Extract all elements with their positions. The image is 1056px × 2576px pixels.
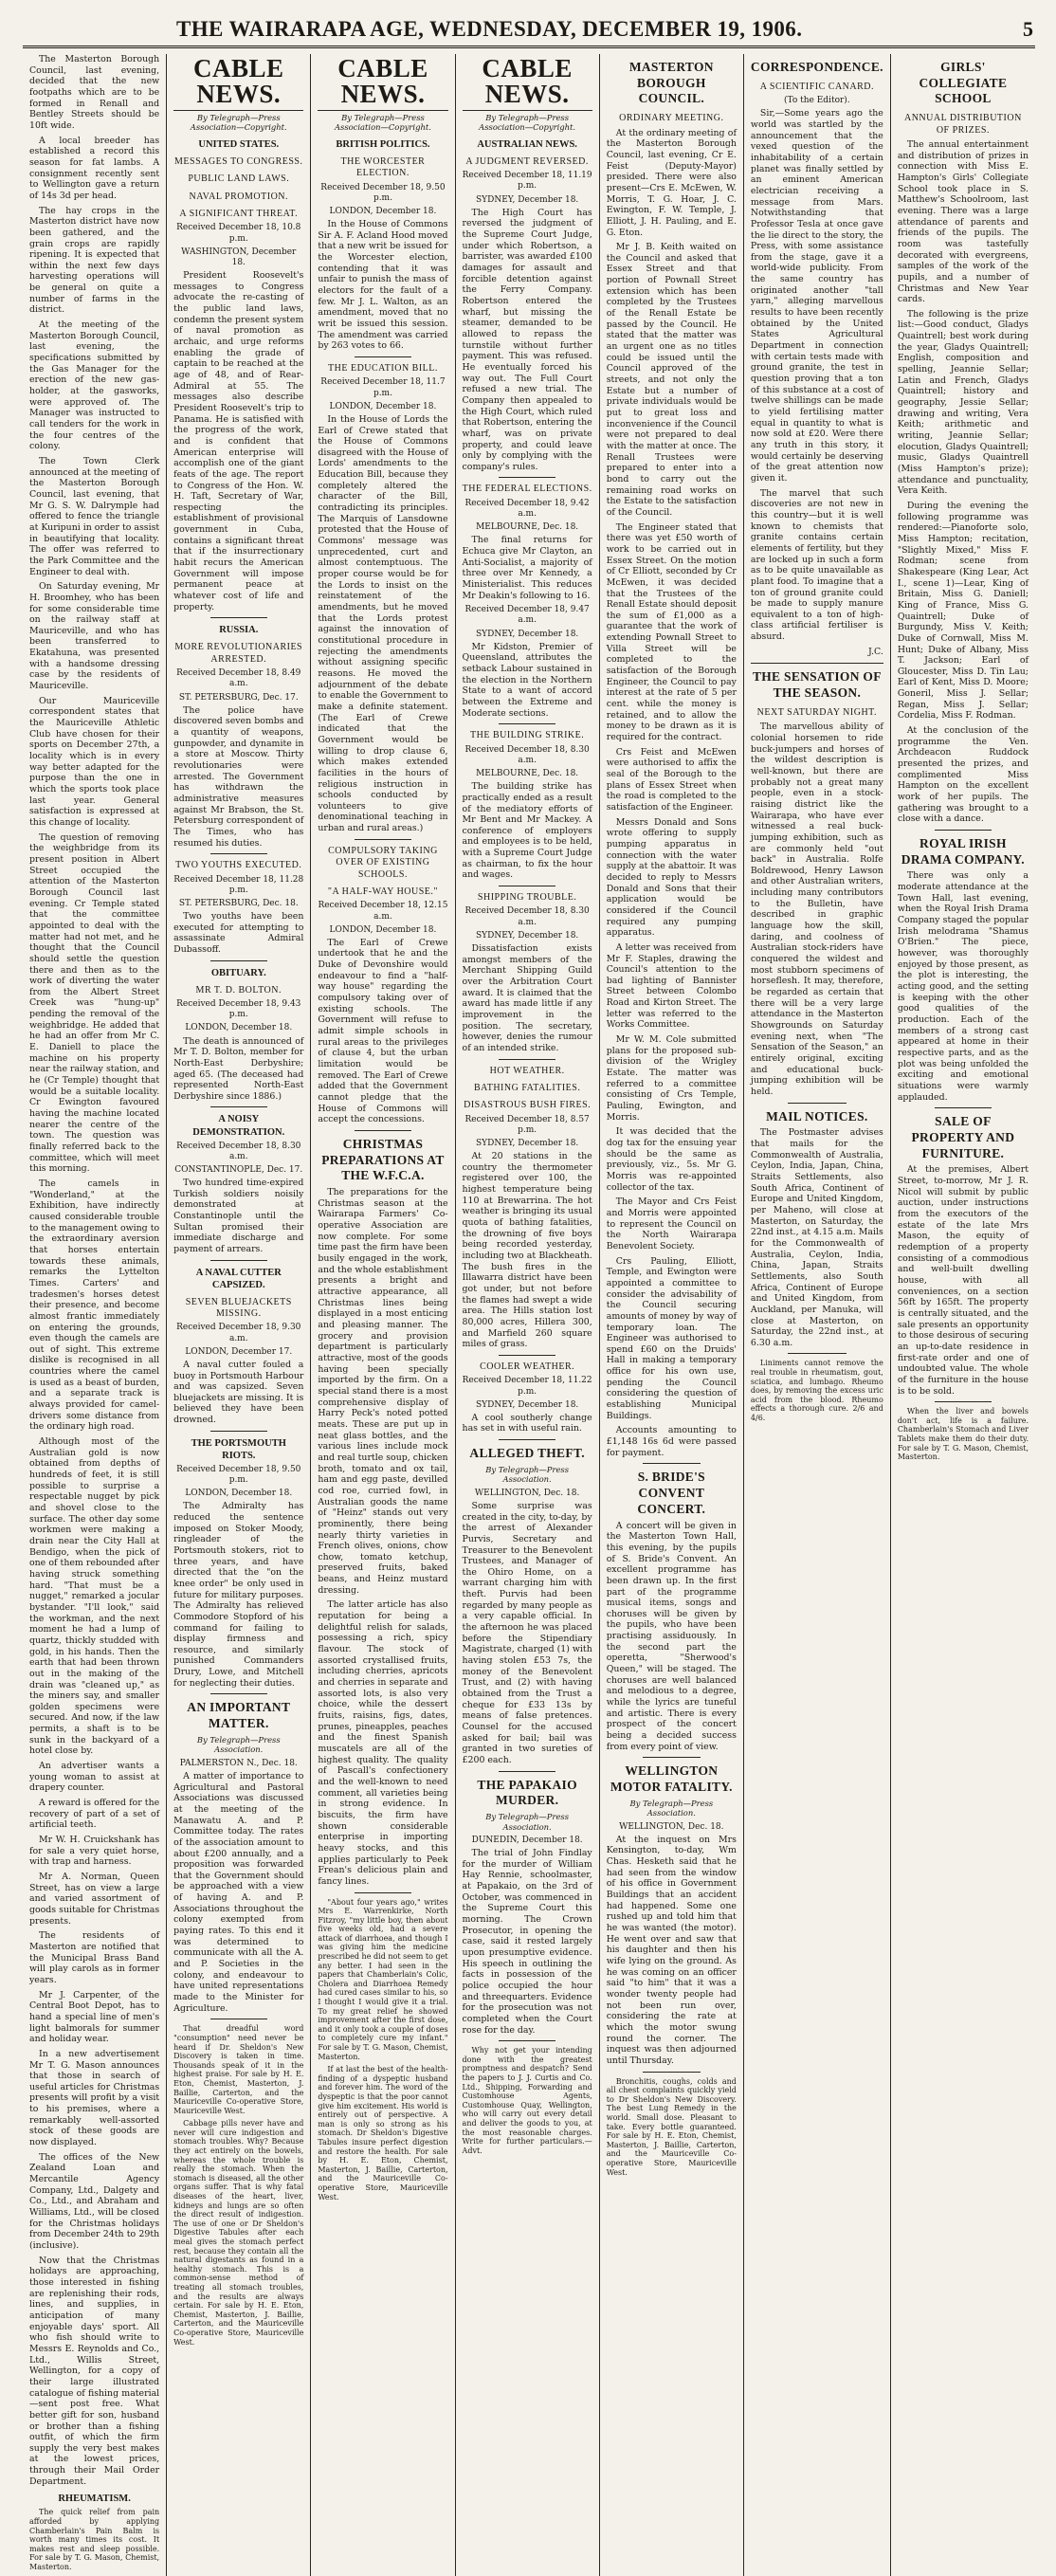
article-body: The trial of John Findlay for the murder of William Hay Rennie, schoolmaster, at Papakaio, on the 3rd of October, was commenced in the Supreme Court this morning. The Crown Prosecutor, in opening the case, said it rested largely upon presumptive evidence. His speech in outlining the facts in possession of the police occupied the hour and threequarters. Evidence for the prosecution was not completed when the Court rose for the day. — [462, 1848, 592, 2036]
columns — [23, 54, 1035, 2572]
divider — [788, 1353, 847, 1354]
bathing-fatalities-sub: BATHING FATALITIES. — [473, 1082, 581, 1093]
article-body: The latter article has also reputation for being a delightful relish for salads, possessing a rich, spicy flavour. The stock of assorted crystallised fruits, including cherries, apricots and cherries in separate and assorted lots, is also very choice, while the dessert fruits, raisins, figs, dates, prunes, pineapples, peaches and the finest Spanish muscatels are all of the highest quality. The quality of Pascall's confectionery and the well-known to need comment, all varieties being in strong evidence. In biscuits, the firm have shown considerable enterprise in importing heavy stocks, and this applies particularly to Peek Frean's delicious plain and fancy lines. — [318, 1599, 448, 1887]
to-editor: (To the Editor). — [784, 96, 850, 106]
article-body: The marvellous ability of colonial horsemen to ride buck-jumpers and horses of the wildest description is well-known, but there are probably not a great many people, even in a stock-raising district like the Wairarapa, who have ever witnessed a real buck-jumping exhibition, such as are commonly held "out back" in Australia. Rolfe Boldrewood, Henry Lawson and other Australian writers, including many contributors to the Bulletin, have described in graphic language how the skill, daring, and coolness of Australian stock-riders have conquered the wildest and most stubborn specimens of horseflesh. It may, therefore, be regarded as certain that there will be a very large attendance in the Masterton Showgrounds on Saturday evening next, when "The Sensation of the Season," an entirely original, exciting and educational buck-jumping exhibition will be held. — [750, 722, 883, 1097]
dateline: WELLINGTON, Dec. 18. — [474, 1488, 580, 1498]
byline: By Telegraph—Press Association. — [485, 1464, 570, 1485]
article-body: Crs Feist and McEwen were authorised to affix the seal of the Borough to the plans of Essex Street when the road is completed to the satisfaction of the Engineer. — [606, 746, 737, 813]
worcester-election-sub: THE WORCESTER ELECTION. — [340, 155, 426, 179]
article-body: It was decided that the dog tax for the ensuing year should be the same as previously, viz., 5s. Mr G. Morris was re-appointed collector of the tax. — [606, 1126, 737, 1193]
received-line: Received December 18, 11.19 p.m. — [462, 171, 592, 192]
article-body: Dissatisfaction exists amongst members of the Merchant Shipping Guild over the Arbitration Court award. It is claimed that the award has made little if any improvement in the position. The secretary, however, denies the rumour of an intended strike. — [462, 942, 592, 1053]
collegiate-head: GIRLS' COLLEGIATE SCHOOL — [919, 60, 1008, 106]
united-states-sub: MESSAGES TO CONGRESS. — [174, 155, 303, 167]
article-body: Messrs Donald and Sons wrote offering to supply pumping apparatus in connection with the water supply at the abattoir. It was decided to reply to Messrs Donald and Sons that their application would be considered if the Council required any pumping apparatus. — [606, 816, 737, 939]
divider — [210, 853, 267, 854]
local-news-item: Although most of the Australian gold is now obtained from depths of hundreds of feet, it is still possible to surprise a respectable nugget by pick and shovel close to the surface. The other day some workmen were making a drain near the City Hall at Bendigo, when the pick of one of them rebounded after having struck something hard. "That must be a nugget," remarked a jocular bystander. "I'll look," said the workman, and the next moment he had a lump of quartz, thickly studded with gold, in his hands. Then the earth that had been thrown out in the making of the drain was "cleaned up," as the miners say, and smaller golden specimens were secured. And now, if the law permits, a shaft is to be sunk in the backyard of a hotel close by. — [29, 1436, 160, 1757]
received-line: Received December 18, 8.30 a.m. — [464, 744, 590, 765]
received-line: Received December 18, 10.8 p.m. — [176, 223, 301, 244]
article-body: Mr Kidston, Premier of Queensland, attributes the setback Labour sustained in the election in the Northern State to a want of accord between the Extreme and Moderate sections. — [462, 641, 592, 719]
cable-byline: By Telegraph—Press Association—Copyright. — [190, 113, 287, 133]
article-body: A letter was received from Mr F. Staples, drawing the Council's attention to the bad lighting of Bannister Street between Colombo Road and Kirton Street. The letter was referred to the Works Committee. — [606, 941, 737, 1031]
cable-news-header: CABLE NEWS. — [173, 56, 303, 111]
local-news-list — [29, 54, 159, 2487]
cutter-capsized-head: A NAVAL CUTTER CAPSIZED. — [195, 1267, 282, 1290]
dateline: WELLINGTON, Dec. 18. — [619, 1821, 724, 1832]
hot-weather-sub: HOT WEATHER. — [489, 1065, 565, 1076]
article-body: At the inquest on Mrs Kensington, to-day, Wm Chas. Hesketh said that he had seen from the window of his office in Government Buildings that an accident had happened. Some one rushed up and told him that he was wanted (the motor). He went over and saw that his daughter and then his wife lying on the ground. As he was coming on an officer said "to him" that it was a wonder twenty people had not been run over, considering the rate at which the motor swung round the corner. The inquest was then adjourned until Thursday. — [606, 1834, 737, 2066]
article-body: In the House of Commons Sir A. F. Acland Hood moved that a new writ be issued for the Worcester election, contending that it was unfair to punish the mass of electors for the fault of a few. Mr J. L. Walton, as an amendment, moved that no writ be issued this session. The amendment was carried by 263 votes to 66. — [318, 219, 448, 352]
divider — [210, 1693, 267, 1694]
divider — [788, 1103, 847, 1104]
cable-byline: By Telegraph—Press Association—Copyright. — [479, 113, 576, 133]
local-news-item: The offices of the New Zealand Loan and Mercantile Agency Company, Ltd., Dalgety and Co., Ltd., and Abraham and Williams, Ltd., will be closed for the Christmas holidays from December 24th to 29th (inclusive). — [29, 2151, 160, 2251]
local-news-item: In a new advertisement Mr T. G. Mason announces that those in search of useful articles for Christmas presents will profit by a visit to his premises, where a remarkably well-assorted stock of these goods are now displayed. — [29, 2048, 160, 2148]
byline: By Telegraph—Press Association. — [485, 1812, 570, 1832]
dateline: SYDNEY, December 18. — [476, 1139, 579, 1148]
dateline: WASHINGTON, December 18. — [181, 247, 297, 267]
received-line: Received December 18, 9.43 p.m. — [176, 999, 301, 1020]
cable-news-header: CABLE NEWS. — [318, 56, 447, 111]
masthead-title: THE WAIRARAPA AGE, WEDNESDAY, DECEMBER 19, 1906. — [176, 17, 803, 41]
federal-elections-sub: THE FEDERAL ELECTIONS. — [462, 484, 592, 495]
byline: By Telegraph—Press Association. — [196, 1734, 281, 1755]
divider — [935, 1401, 992, 1402]
article-body: Two hundred time-expired Turkish soldiers noisily demonstrated at Constantinople until the Sultan promised their immediate discharge and payment of arrears. — [173, 1177, 304, 1254]
article-body: The High Court has reversed the judgment of the Supreme Court Judge, under which Robertson, a barrister, was awarded £100 damages for assault and forcible detention against the Ferry Company. Robertson entered the wharf, but missing the steamer, demanded to be allowed to repass the turnstile without further payment. This was refused. He eventually forced his way out. The Full Court refused a new trial. The Company then appealed to the High Court, which ruled that Robertson, entering the wharf, was on private property, and could leave only by complying with the company's rules. — [462, 207, 592, 472]
dateline: LONDON, December 18. — [185, 1023, 293, 1033]
advert: Bronchitis, coughs, colds and all chest complaints quickly yield to Dr Sheldon's New Discovery. The best Lung Remedy in the world. Small dose. Pleasant to take. Every bottle guaranteed. For sale by H. E. Eton, Chemist, Masterton, J. Baillie, Carterton, and the Mauriceville Co-operative Store, Mauriceville West. — [606, 2076, 737, 2177]
local-news-item: Mr J. Carpenter, of the Central Boot Depot, has to hand a special line of men's light balmorals for summer and holiday wear. — [29, 1989, 160, 2045]
divider — [499, 477, 555, 478]
motor-fatality-head: WELLINGTON MOTOR FATALITY. — [610, 1763, 733, 1795]
divider — [751, 663, 883, 664]
page-number: 5 — [1023, 17, 1033, 41]
obituary-head: OBITUARY. — [210, 967, 266, 978]
received-line: Received December 18, 8.49 a.m. — [176, 668, 301, 689]
article-body: At 20 stations in the country the thermometer registered over 100, the highest temperature being 110 at Brewarrina. The hot weather is bringing its usual quota of bathing fatalities, the drowning of five boys being recorded yesterday, including two at Blackheath. The bush fires in the Illawarra district have been got under, but not before the flames had swept a wide area. The Hills station lost 80,000 acres, Hillera 300, and Marfield 260 square miles of grass. — [462, 1151, 592, 1350]
divider — [643, 1757, 700, 1758]
article-body: The building strike has practically ended as a result of the mediatory efforts of Mr Bent and Mr Mackey. A conference of employers and employees is to be held, with a Supreme Court Judge as chairman, to fix the hour and wages. — [462, 781, 592, 881]
divider — [499, 1771, 555, 1772]
dateline: PALMERSTON N., Dec. 18. — [179, 1758, 298, 1768]
received-line: Received December 18, 11.22 p.m. — [462, 1376, 592, 1397]
rheumatism-advert: The quick relief from pain afforded by applying Chamberlain's Pain Balm is worth many times its cost. It makes rest and sleep possible. For sale by T. G. Mason, Chemist, Masterton. — [29, 2508, 160, 2572]
divider — [355, 1130, 411, 1131]
dateline: LONDON, December 17. — [185, 1346, 293, 1357]
received-line: Received December 18, 8.30 a.m. — [464, 906, 590, 927]
article-body: The marvel that such discoveries are not new in this country—but it is well known to chemists that granite contains certain elements of fertility, but they are locked up in such a form as to be quite unavailable as plant food. To imagine that a ton of ground granite could be made to supply manure equivalent to a ton of high-class artificial fertiliser is absurd. — [750, 487, 883, 643]
column-cable-news-3 — [456, 54, 600, 2576]
divider — [210, 617, 267, 618]
shipping-trouble-sub: SHIPPING TROUBLE. — [477, 892, 577, 904]
half-way-house-sub: "A HALF-WAY HOUSE." — [327, 886, 438, 897]
divider — [643, 2072, 700, 2073]
article-body: A concert will be given in the Masterton Town Hall, this evening, by the pupils of S. Bride's Convent. An excellent programme has been drawn up. In the first part of the programme musical items, songs and choruses will be given by the pupils, who have been practising assiduously. In the second part the operetta, "Sherwood's Queen," will be staged. The choruses are well balanced and melodious to a degree, while the lyrics are tuneful and artistic. There is every prospect of the concert being a decided success from every point of view. — [606, 1520, 737, 1752]
received-line: Received December 18, 8.57 p.m. — [464, 1114, 590, 1135]
local-news-item: A local breeder has established a record this season for fat lambs. A consignment recently sent to Wellington gave a return of 14s 3d per head. — [29, 135, 160, 201]
article-body: Mr J. B. Keith waited on the Council and asked that Essex Street and that portion of Pownall Street extension which has been completed by the Trustees of the Renall Estate be passed by the Council. He stated that the matter was an urgent one as no titles could be issued until the Council approved of the streets, and not only the Estate but a number of private individuals would be put to great loss and inconvenience if the Council were not prepared to deal with the matter at once. The Renall Trustees were prepared to enter into a bond to carry out the remaining road works on the Estate to the satisfaction of the Council. — [606, 242, 737, 518]
local-news-item: The question of removing the weighbridge from its present position in Albert Street occupied the attention of the Masterton Borough Council last evening. Cr Temple stated that the committee appointed to deal with the matter had not met, and he thought that the Council should settle the question there and then as to the work of diverting the water from the Albert Street Creek was "hung-up" pending the removal of the weighbridge. He added that he had an offer from Mr C. E. Daniell to place the machine on his property near the railway station, and he (Cr Temple) thought that would be a suitable locality. Cr Ewington favoured having the machine located nearer the centre of the town. The question was finally referred back to the committee, which will meet this morning. — [29, 831, 160, 1175]
cable-byline: By Telegraph—Press Association—Copyright. — [334, 113, 431, 133]
divider — [935, 1107, 992, 1108]
local-news-item: The Town Clerk announced at the meeting of the Masterton Borough Council, last evening, that Mr G. S. W. Dalrymple had offered to fence the triangle at Kuripuni in order to assist in beautifying that locality. The offer was referred to the Park Committee and the Engineer to deal with. — [29, 455, 160, 577]
bush-fires-sub: DISASTROUS BUSH FIRES. — [464, 1100, 592, 1111]
cooler-weather-sub: COOLER WEATHER. — [480, 1361, 575, 1372]
british-politics-head: BRITISH POLITICS. — [336, 138, 430, 150]
local-news-item: The camels in "Wonderland," at the Exhibition, have indirectly caused considerable trouble to the management owing to the extraordinary aversion that horses entertain towards these animals, remarks the Lyttelton Times. Carters' and tradesmen's horses detest their presence, and become almost frantic immediately on entering the grounds, even though the camels are out of sight. This extreme dislike is recognised in all countries where the camel is used as a beast of burden, and a separate track is always provided for camel-drivers some distance from the ordinary high road. — [29, 1178, 160, 1433]
united-states-sub4: A SIGNIFICANT THREAT. — [179, 209, 299, 220]
article-body: At the premises, Albert Street, to-morrow, Mr J. R. Nicol will submit by public auction, under instructions from the executors of the estate of the late Mrs Mason, the equity of redemption of a property consisting of a commodious and well-built dwelling house, with all conveniences, on a section 56ft by 165ft. The property is centrally situated, and the sale presents an opportunity to those desirous of securing an up-to-date residence in first-rate order and one of undoubted value. The whole of the furniture in the house is to be sold. — [897, 1164, 1029, 1397]
advert: When the liver and bowels don't act, life is a failure. Chamberlain's Stomach and Liver Tablets make them do their duty. For sale by T. G. Mason, Chemist, Masterton. — [897, 1407, 1029, 1462]
local-news-item: Mr W. H. Cruickshank has for sale a very quiet horse, with trap and harness. — [29, 1835, 160, 1868]
christmas-preparations-head: CHRISTMAS PREPARATIONS AT THE W.F.C.A. — [321, 1136, 445, 1183]
local-news-item: Now that the Christmas holidays are approaching, those interested in fishing are replenishing their rods, lines, and supplies, in anticipation of many enjoyable days' sport. All who fish should write to Messrs E. Reynolds and Co., Ltd., Willis Street, Wellington, for a copy of their large illustrated catalogue of fishing material—sent post free. What better gift for son, husband or brother than a fishing outfit, of which the firm supply the very best makes at the lowest prices, through their Mail Order Department. — [29, 2255, 160, 2487]
dateline: ST. PETERSBURG, Dec. 17. — [178, 692, 299, 703]
divider — [355, 356, 411, 357]
column-borough-council — [600, 54, 744, 2576]
article-body: The Mayor and Crs Feist and Morris were appointed to represent the Council on the North Wairarapa Benevolent Society. — [606, 1197, 737, 1251]
dateline: LONDON, December 18. — [329, 206, 437, 216]
local-news-item: The hay crops in the Masterton district have now been gathered, and the grain crops are rapidly ripening. It is expected that within the next few days harvesting operations will be general on quite a number of farms in the district. — [29, 205, 160, 316]
received-line: Received December 18, 11.28 p.m. — [173, 874, 304, 895]
sensation-head: THE SENSATION OF THE SEASON. — [752, 669, 882, 701]
article-body: At the ordinary meeting of the Masterton Borough Council, last evening, Cr E. Feist (Deputy-Mayor) presided. There were also present—Crs E. McEwen, W. Morris, T. G. Hoar, J. C. Ewington, F. W. Temple, J. Elliott, J. H. Pauling, and E. G. Eton. — [606, 127, 737, 238]
dateline: MELBOURNE, Dec. 18. — [476, 522, 579, 533]
divider — [210, 960, 267, 961]
advert: If at last the best of the health-finding of a dyspeptic husband and forever him. The word of the dyspeptic is that the poor cannot give him excitement. His world is entirely out of perspective. A man is only so strong as his stomach. Dr Sheldon's Digestive Tabules insure perfect digestion and restore the health. For sale by H. E. Eton, Chemist, Masterton, J. Baillie, Carterton, and the Mauriceville Co-operative Store, Mauriceville West. — [318, 2065, 448, 2201]
article-body: The annual entertainment and distribution of prizes in connection with Miss E. Hampton's Girls' Collegiate School took place in S. Matthew's Schoolroom, last evening. There was a large attendance of parents and friends of the pupils. The room was tastefully decorated with evergreens, samples of the work of the pupils, and a number of Christmas and New Year cards. — [897, 138, 1029, 305]
education-bill-sub: THE EDUCATION BILL. — [328, 362, 438, 374]
signature: J.C. — [867, 646, 883, 657]
divider — [499, 1059, 555, 1060]
dateline: LONDON, December 18. — [329, 401, 437, 411]
divider — [499, 2040, 555, 2041]
compulsory-taking-sub: COMPULSORY TAKING OVER OF EXISTING SCHOOLS. — [328, 845, 438, 880]
divider — [210, 1260, 267, 1261]
article-body: Sir,—Some years ago the world was startled by the announcement that the vexed question of the inhabitability of a certain planet was finally settled by an eminent American electrician receiving a message from Mars. Notwithstanding that Professor Tesla at once gave the lie direct to the story, the Press, with some assistance from the stage, gave it a world-wide publicity. From the same country has originated another "tall yarn," alleging marvellous results to have been recently obtained by the United States Agricultural Department in connection with certain tests made with ground granite, the test in question proving that a ton of this substance at a cost of twelve shillings can be made to yield fertilising matter equal in quantity to what is now sold at £20. Were there any truth in this story, it would certainly be deserving of the great attention now given it. — [750, 108, 883, 484]
article-body: A cool southerly change has set in with useful rain. — [462, 1412, 592, 1434]
divider — [935, 830, 992, 831]
russia-head: RUSSIA. — [219, 625, 259, 636]
column-correspondence — [744, 54, 891, 2576]
dateline: MELBOURNE, Dec. 18. — [476, 769, 579, 779]
australian-news-head: AUSTRALIAN NEWS. — [477, 138, 577, 150]
divider — [499, 1439, 555, 1440]
article-body: The Earl of Crewe undertook that he and the Duke of Devonshire would endeavour to find a "half-way house" regarding the compulsory taking over of existing schools. The Government will refuse to admit simple schools in rural areas to the privileges of clause 4, but the urban limitation would be removed. The Earl of Crewe added that the Government cannot pledge that the House of Commons will accept the concessions. — [318, 937, 448, 1125]
article-body: Two youths have been executed for attempting to assassinate Admiral Dubassoff. — [173, 911, 304, 956]
judgment-reversed-sub: A JUDGMENT REVERSED. — [465, 155, 589, 167]
alleged-theft-head: ALLEGED THEFT. — [469, 1446, 585, 1461]
local-news-item: At the meeting of the Masterton Borough Council, last evening, the specifications submitted by the Gas Manager for the erection of the new gas-holder, at the gasworks, were approved of. The Manager was instructed to call tenders for the work in the four centres of the colony. — [29, 320, 160, 452]
russia-sub: MORE REVOLUTIONARIES ARRESTED. — [174, 642, 303, 665]
noisy-demonstration-head: A NOISY DEMONSTRATION. — [192, 1114, 285, 1138]
prizes-sub: ANNUAL DISTRIBUTION OF PRIZES. — [903, 113, 1022, 136]
column-collegiate — [891, 54, 1035, 2576]
divider — [643, 1463, 700, 1464]
dateline: CONSTANTINOPLE, Dec. 17. — [174, 1164, 303, 1175]
article-body: Some surprise was created in the city, to-day, by the arrest of Alexander Purvis, Secretary and Treasurer to the Benevolent Trustees, and Manager of the Ohiro Home, on a warrant charging him with theft. Purvis had been regarded by many people as a very capable official. In the afternoon he was placed before the Stipendiary Magistrate, charged (1) with having stolen £53 7s, the money of the Benevolent Trust, and (2) with having obtained from the Trust a cheque for £33 13s by means of false pretences. Counsel for the accused asked for bail; bail was granted in two sureties of £200 each. — [462, 1500, 592, 1765]
youths-executed-sub: TWO YOUTHS EXECUTED. — [175, 860, 302, 871]
dateline: LONDON, December 18. — [185, 1489, 293, 1499]
saturday-night-sub: NEXT SATURDAY NIGHT. — [756, 706, 878, 718]
received-line: Received December 18, 12.15 a.m. — [318, 901, 448, 922]
obituary-sub: MR T. D. BOLTON. — [195, 984, 282, 996]
article-body: A naval cutter fouled a buoy in Portsmouth Harbour and was capsized. Seven bluejackets are missing. It is believed they have been drowned. — [173, 1359, 304, 1426]
correspondence-head: CORRESPONDENCE. — [750, 60, 883, 74]
important-matter-head: AN IMPORTANT MATTER. — [187, 1700, 291, 1731]
rheumatism-advert-title: RHEUMATISM. — [58, 2494, 131, 2505]
papakaio-murder-head: THE PAPAKAIO MURDER. — [477, 1777, 577, 1808]
received-line: Received December 18, 9.50 p.m. — [320, 182, 446, 203]
advert: Liniments cannot remove the real trouble in rheumatism, gout, sciatica, and lumbago. Rheumo does, by removing the excess uric acid from the blood. Rheumo effects a thorough cure. 2/6 and 4/6. — [750, 1359, 883, 1423]
divider — [355, 839, 411, 840]
local-news-item: Mr A. Norman, Queen Street, has on view a large and varied assortment of goods suitable for Christmas presents. — [29, 1872, 160, 1927]
advert: Why not get your intending done with the greatest promptness and despatch? Send the papers to J. J. Curtis and Co. Ltd., Shipping, Forwarding and Customhouse Agents, Customhouse Quay, Wellington, who will carry out every detail and deliver the goods to you, at the most reasonable charges. Write for further particulars.—Advt. — [462, 2046, 592, 2155]
local-news-item: A reward is offered for the recovery of part of a set of artificial teeth. — [29, 1798, 160, 1831]
portsmouth-riots-head: THE PORTSMOUTH RIOTS. — [191, 1437, 286, 1461]
irish-drama-head: ROYAL IRISH DRAMA COMPANY. — [901, 836, 1025, 867]
dateline: DUNEDIN, December 18. — [471, 1835, 583, 1845]
byline: By Telegraph—Press Association. — [629, 1798, 714, 1818]
received-line: Received December 18, 8.30 a.m. — [176, 1141, 301, 1161]
convent-concert-head: S. BRIDE'S CONVENT CONCERT. — [637, 1470, 706, 1516]
column-cable-news-1 — [167, 54, 311, 2576]
article-body: A matter of importance to Agricultural and Pastoral Associations was discussed at the meeting of the Manawatu A. and P. Committee today. The rates of the association amount to about £200 annually, and a proposition was forwarded that the Government should be approached with a view of having A. and P. Associations throughout the colony exempted from paying rates. To this end it was determined to communicate with all the A. and P. Societies in the colony, and endeavour to have united representations made to the Minister for Agriculture. — [173, 1770, 304, 2014]
article-body: President Roosevelt's messages to Congress advocate the re-casting of the public land laws, condemn the present system of naval promotion as archaic, and urge reforms enabling the grade of captain to be reached at the age of 48, and of Rear-Admiral at 55. The messages also describe President Roosevelt's trip to Panama. He is satisfied with the progress of the work, and is confident that American enterprise will accomplish one of the giant feats of the age. The report to Congress of the Hon. W. H. Taft, Secretary of War, respecting the establishment of provisional government in Cuba, contains a significant threat that if the insurrectionary habit recurs the American Government will impose permanent peace at whatever cost of life and property. — [173, 270, 304, 612]
ordinary-meeting-sub: ORDINARY MEETING. — [619, 113, 724, 124]
divider — [499, 1355, 555, 1356]
article-body: The death is announced of Mr T. D. Bolton, member for North-East Derbyshire; aged 65. (The deceased had represented North-East Derbyshire since 1886.) — [173, 1035, 304, 1102]
article-body: The Engineer stated that there was yet £50 worth of work to be carried out in Essex Street. On the motion of Cr Elliott, seconded by Cr McEwen, it was decided that the Trustees of the Renall Estate should deposit the sum of £1,000 as a guarantee that the work of extending Pownall Street to Villa Street will be completed to the satisfaction of the Borough Engineer, the Council to pay interest at the rate of 5 per cent. while the money is retained, and to allow the money to be drawn as it is required for the contract. — [606, 521, 737, 743]
local-news-item: The residents of Masterton are notified that the Municipal Brass Band will play carols as in former years. — [29, 1930, 160, 1985]
cutter-capsized-sub: SEVEN BLUEJACKETS MISSING. — [185, 1296, 292, 1319]
local-news-item: Our Mauriceville correspondent states that the Mauriceville Athletic Club have chosen for their sports on December 27th, a locality which is in every way better adapted for the purpose than the one in which the sports took place last year. General satisfaction is expressed at this change of locality. — [29, 695, 160, 828]
article-body: The Postmaster advises that mails for the Commonwealth of Australia, Ceylon, India, Japan, China, Straits Settlements, also South Africa, Continent of Europe and United Kingdom, per Maheno, will close at Masterton, on Saturday, the 22nd inst., at 4.15 a.m. Mails for the Commonwealth of Australia, Ceylon, India, China, Japan, Straits Settlements, also South Africa, Continent of Europe and United Kingdom, from Auckland, per Manuka, will close at Masterton, on Saturday, the 22nd inst., at 6.30 a.m. — [750, 1127, 883, 1348]
article-body: Mr W. M. Cole submitted plans for the proposed sub-division of the Wrigley Estate. The matter was referred to a committee consisting of Crs Temple, Pauling, Ewington, and Morris. — [606, 1034, 737, 1123]
received-line: Received December 18, 9.47 a.m. — [464, 605, 590, 626]
property-sale-head: SALE OF PROPERTY AND FURNITURE. — [911, 1114, 1015, 1160]
article-body: There was only a moderate attendance at the Town Hall, last evening, when the Royal Irish Drama Company staged the popular Irish melodrama "Shamus O'Brien." The piece, however, was thoroughly enjoyed by those present, as the plot is interesting, the acting good, and the setting is keeping with the other good qualities of the production. Each of the members of a strong cast appeared at home in their respective parts, and as the plot was being unfolded the exciting and emotional situations were warmly applauded. — [897, 870, 1029, 1103]
dateline: ST. PETERSBURG, Dec. 18. — [178, 898, 299, 908]
divider — [210, 1106, 267, 1107]
local-news-item: On Saturday evening, Mr H. Broomhey, who has been for some considerable time on the railway staff at Mauriceville, and who has been transferred to Ekatahuna, was presented with a handsome dressing case by the residents of Mauriceville. — [29, 581, 160, 692]
advert: That dreadful word "consumption" need never be heard if Dr. Sheldon's New Discovery is taken in time. Thousands speak of it in the highest praise. For sale by H. E. Eton, Chemist, Masterton, J. Baillie, Carterton, and the Mauriceville Co-operative Store, Mauriceville West. — [173, 2024, 304, 2115]
article-body: Accounts amounting to £1,148 16s 6d were passed for payment. — [606, 1425, 737, 1458]
scientific-canard-sub: A SCIENTIFIC CANARD. — [759, 81, 875, 92]
received-line: Received December 18, 9.42 a.m. — [464, 498, 590, 520]
dateline: SYDNEY, December 18. — [476, 629, 579, 639]
dateline: SYDNEY, December 18. — [476, 930, 579, 941]
dateline: SYDNEY, December 18. — [476, 194, 579, 205]
divider — [499, 723, 555, 724]
article-body: At the conclusion of the programme the Ven. Archdeacon Ruddock presented the prizes, and complimented Miss Hampton on the excellent work of her pupils. The gathering was brought to a close with a dance. — [897, 725, 1029, 825]
building-strike-sub: THE BUILDING STRIKE. — [470, 730, 585, 741]
divider — [355, 1892, 411, 1893]
advert: "About four years ago," writes Mrs E. Warrenkirke, North Fitzroy, "my little boy, then about five weeks old, had a severe attack of diarrhoea, and though I was giving him the medicine prescribed he did not seem to get any better. I had seen in the papers that Chamberlain's Colic, Cholera and Diarrhoea Remedy had cured cases similar to his, so I thought I would give it a trial. To my great relief he showed improvement after the first dose, and it only took a couple of doses to completely cure my infant." For sale by T. G. Mason, Chemist, Masterton. — [318, 1897, 448, 2061]
column-local-news — [23, 54, 167, 2576]
united-states-sub3: NAVAL PROMOTION. — [189, 191, 289, 202]
article-body: During the evening the following programme was rendered:—Pianoforte solo, Miss Hampton; recitation, "Slightly Mixed," Miss F. Rodman; scene from Shakespeare (King Lear, Act I., scene 1)—Lear, King of Britain, Miss G. Daniell; King of France, Miss G. Quaintrell; Duke of Burgundy, Miss V. Keith; Duke of Cornwall, Miss M. Hunt; Duke of Albany, Miss T. Jackson; Earl of Gloucester, Miss D. Tin Lau; Earl of Kent, Miss D. Moore; Goneril, Miss J. Sellar; Regan, Miss J. Sellar; Cordelia, Miss F. Rodman. — [897, 500, 1029, 722]
divider — [210, 1431, 267, 1432]
article-body: The Admiralty has reduced the sentence imposed on Stoker Moody, ringleader of the Portsmouth stokers, riot to three years, and have directed that the "on the knee order" be only used in future for military purposes. The Admiralty has relieved Commodore Stopford of his command for failing to display firmness and resource, and similarly punished Commanders Drury, Lowe, and Mitchell for neglecting their duties. — [173, 1501, 304, 1689]
article-body: The final returns for Echuca give Mr Clayton, an Anti-Socialist, a majority of three over Mr Kennedy, a Ministerialist. This reduces Mr Deakin's following to 16. — [462, 535, 592, 601]
received-line: Received December 18, 9.50 p.m. — [176, 1464, 301, 1485]
dateline: LONDON, December 18. — [329, 924, 437, 935]
article-body: Crs Pauling, Elliott, Temple, and Ewington were appointed a committee to consider the advisability of the Council securing amounts of money by way of temporary loan. The Engineer was authorised to spend £60 on the Druids' Hall in making a temporary office for his own use, pending the Council considering the question of establishing Municipal Buildings. — [606, 1255, 737, 1421]
local-news-item: An advertiser wants a young woman to assist at drapery counter. — [29, 1761, 160, 1794]
united-states-head: UNITED STATES. — [198, 138, 280, 150]
article-body: The preparations for the Christmas season at the Wairarapa Farmers' Co-operative Association are now complete. For some time past the firm have been busily engaged in the work, and the whole establishment presents a bright and attractive appearance, all Christmas lines being displayed in a most enticing and pleasing manner. The grocery and provision department is particularly attractive, most of the goods having been specially imported by the firm. On a special stand there is a most comprehensive display of Harry Peck's noted potted meats. These are put up in neat glass bottles, and the various lines include mock and real turtle soup, chicken broth, tomato and ox tail, ham and egg paste, devilled cod roe, curried fowl, in Australian goods the name of "Heinz" stands out very prominently, there being nearly thirty varieties in French olives, onions, chow chow, tomato ketchup, preserved fruits, baked beans, and Heinz mustard dressing. — [318, 1187, 448, 1596]
dateline: SYDNEY, December 18. — [476, 1399, 579, 1410]
masthead — [23, 0, 1035, 48]
united-states-sub2: PUBLIC LAND LAWS. — [188, 174, 290, 185]
received-line: Received December 18, 9.30 a.m. — [176, 1323, 301, 1343]
local-news-item: The Masterton Borough Council, last evening, decided that the new footpaths which are to be formed in Renall and Bentley Streets should be 10ft wide. — [29, 54, 160, 131]
article-body: In the House of Lords the Earl of Crewe stated that the House of Commons disagreed with the House of Lords' amendments to the Education Bill, because they completely altered the character of the Bill, contradicting its principles. The Marquis of Lansdowne protested that the House of Commons' message was unprecedented, curt and almost contemptuous. The proper course would be for the Lords to insist on the reinstatement of the amendments, but he moved that the Lords protest against the innovation of constitutional procedure in rejecting the amendments without assigning specific reasons. He moved the adjournment of the debate to enable the Government to make a definite statement. (The Earl of Crewe indicated that the Government would be willing to drop clause 6, which makes extended facilities in the hours of religious instruction in schools conducted by volunteers to give denominational teaching in urban and rural areas.) — [318, 413, 448, 834]
cable-news-header: CABLE NEWS. — [463, 56, 592, 111]
column-cable-news-2 — [311, 54, 455, 2576]
received-line: Received December 18, 11.7 p.m. — [320, 377, 446, 398]
mail-notices-head: MAIL NOTICES. — [766, 1108, 868, 1124]
article-body: The police have discovered seven bombs and a quantity of weapons, gunpowder, and dynamite in a store at Moscow. Thirty revolutionaries were arrested. The Government has withdrawn the administrative measures against Mr Brabson, the St. Petersburg correspondent of The Times, who has resumed his duties. — [173, 704, 304, 849]
advert: Cabbage pills never have and never will cure indigestion and stomach troubles. Why? Because they act entirely on the bowels, whereas the whole trouble is really the stomach. When the stomach is diseased, all the other organs suffer. That is why fatal diseases of the heart, liver, kidneys and lungs are so often the direct result of indigestion. The use of one or Dr Sheldon's Digestive Tabules after each meal gives the stomach perfect rest, because they contain all the natural digestants as found in a healthy stomach. This is a common-sense method of treating all stomach troubles, and the results are always certain. For sale by H. E. Eton, Chemist, Masterton, J. Baillie, Carterton, and the Mauriceville Co-operative Store, Mauriceville West. — [173, 2119, 304, 2347]
borough-council-head: MASTERTON BOROUGH COUNCIL. — [628, 60, 714, 106]
article-body: The following is the prize list:—Good conduct, Gladys Quaintrell; best work during the year, Gladys Quaintrell; English, composition and spelling, Jeannie Sellar; Latin and French, Gladys Quaintrell; history and geography, Jessie Sellar; drawing and writing, Vera Keith; arithmetic and writing, Jeannie Sellar; elocution, Gladys Quaintrell; music, Gladys Quaintrell (Miss Hampton's prize); attendance and punctuality, Vera Keith. — [897, 308, 1029, 497]
